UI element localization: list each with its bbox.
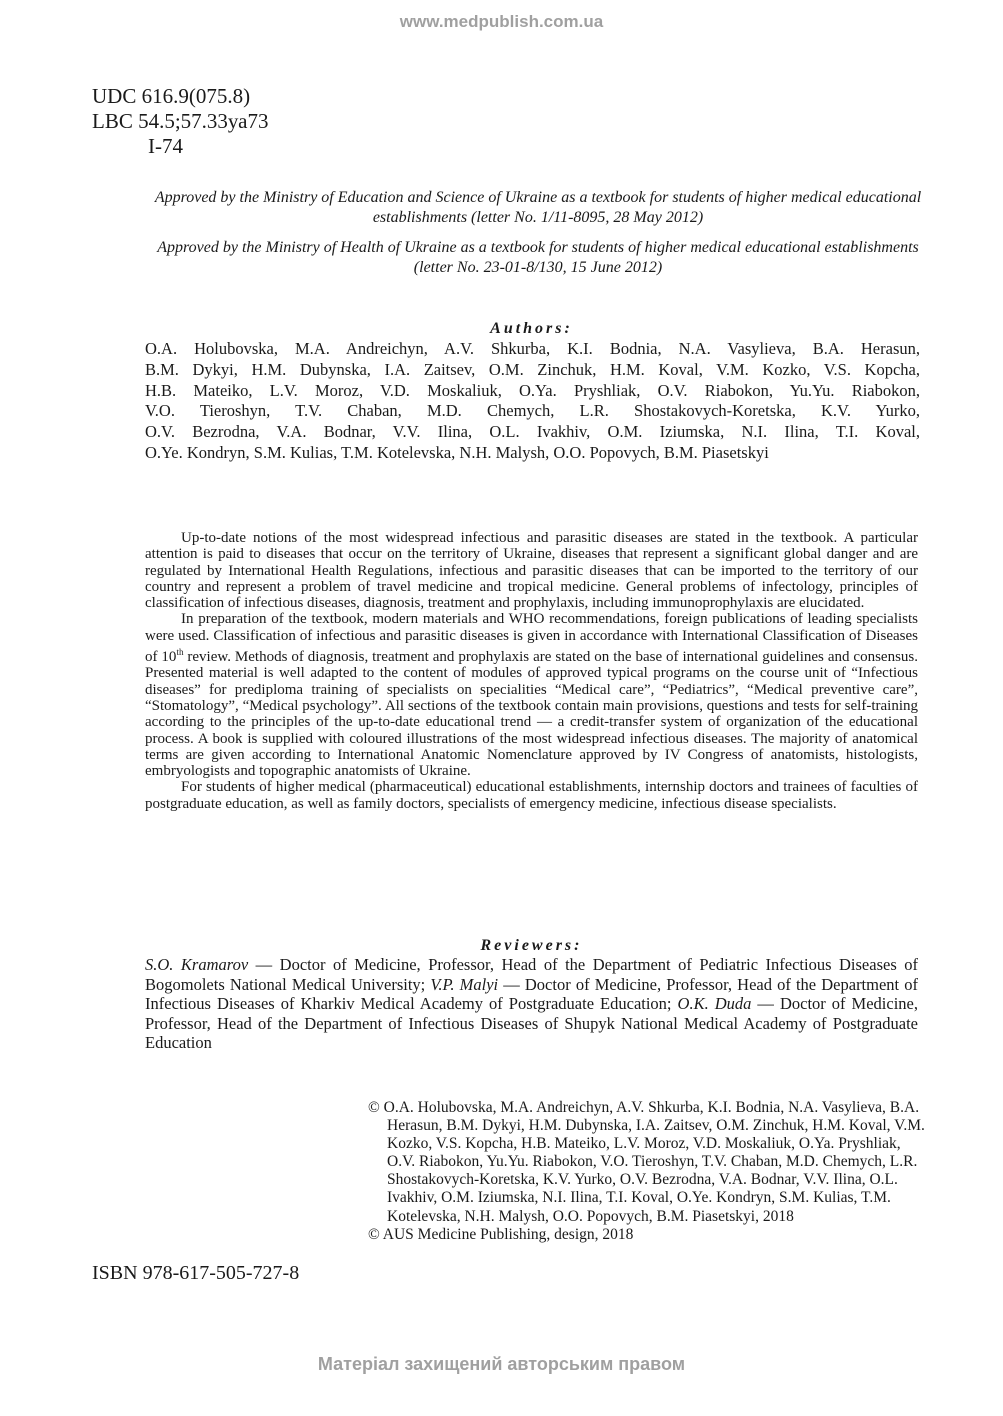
authors-list <box>145 339 920 464</box>
classification-codes <box>92 84 268 159</box>
reviewer-details: — Doctor of Medicine, Professor, Head of the Department of Infectious Diseases of Kharkiv Medical Academy of Postgraduate Education; <box>145 974 919 1014</box>
ordinal-suffix: th <box>176 647 184 658</box>
reviewer-name: O.K. Duda <box>677 994 752 1014</box>
reviewer-name: V.P. Malyi <box>430 974 499 994</box>
authors-line: O.A. Holubovska, M.A. Andreichyn, A.V. Shkurba, K.I. Bodnia, N.A. Vasylieva, B.A. Herasun, <box>145 339 920 358</box>
author-index: І-74 <box>148 134 183 158</box>
authors-heading: Authors: <box>490 320 573 337</box>
reviewer-name: S.O. Kramarov <box>145 955 249 974</box>
watermark-bottom: Матеріал захищений авторським правом <box>317 1354 686 1374</box>
lbc-code: LBC 54.5;57.33уа73 <box>92 109 269 133</box>
approval-moes: Approved by the Ministry of Education and Science of Ukraine as a textbook for students of higher medical educational establishments (letter No. 1/11-8095, 28 May 2012) <box>154 189 922 226</box>
reviewers-list <box>145 955 918 1053</box>
authors-line: O.V. Bezrodna, V.A. Bodnar, V.V. Ilina, O.L. Ivakhiv, O.M. Iziumska, N.I. Ilina, T.I. Koval, <box>145 422 920 442</box>
approvals <box>150 188 926 288</box>
abstract-text: In preparation of the textbook, modern materials and WHO recommendations, foreign publications of leading specialists were used. Classification of infectious and parasitic diseases is given in accordance with International Classification of Diseases of 10 <box>145 611 918 666</box>
reviewer-details: — Doctor of Medicine, Professor, Head of the Department of Pediatric Infectious Diseases of Bogomolets National Medical University; <box>145 955 919 994</box>
udc-code: UDC 616.9(075.8) <box>92 84 251 108</box>
authors-line: V.O. Tieroshyn, T.V. Chaban, M.D. Chemych, L.R. Shostakovych-Koretska, K.V. Yurko, <box>145 401 920 421</box>
reviewer-details: — Doctor of Medicine, Professor, Head of the Department of Infectious Diseases of Shupyk National Medical Academy of Postgraduate Education <box>145 994 918 1053</box>
isbn: ISBN 978-617-505-727-8 <box>92 1262 300 1284</box>
reviewers-heading: Reviewers: <box>480 937 583 954</box>
copyright-authors: © O.A. Holubovska, M.A. Andreichyn, A.V. Shkurba, K.I. Bodnia, N.A. Vasylieva, B.A. Herasun, B.M. Dykyi, H.M. Dubynska, I.A. Zaitsev, O.M. Zinchuk, H.M. Koval, V.M. Kozko, V.S. Kopcha, H.B. Mateiko, L.V. Moroz, V.D. Moskaliuk, O.Ya. Pryshliak, O.V. Riabokon, Yu.Yu. Riabokon, V.O. Tieroshyn, T.V. Chaban, M.D. Chemych, L.R. Shostakovych-Koretska, K.V. Yurko, O.V. Bezrodna, V.A. Bodnar, V.V. Ilina, O.L. Ivakhiv, O.M. Iziumska, N.I. Ilina, T.I. Koval, O.Ye. Kondryn, S.M. Kulias, T.M. Kotelevska, N.H. Malysh, O.O. Popovych, B.M. Piasetskyi, 2018 <box>368 1099 925 1225</box>
abstract-paragraph <box>145 611 918 779</box>
watermark-top: www.medpublish.com.ua <box>399 12 604 31</box>
abstract-paragraph: Up-to-date notions of the most widespread infectious and parasitic diseases are stated in the textbook. A particular attention is paid to diseases that occur on the territory of Ukraine, diseases that represent a significant global danger and are regulated by International Health Regulations, infectious and parasitic diseases that can be imported to the territory of our country and represent a problem of travel medicine and tropical medicine. General problems of infectology, principles of classification of infectious diseases, diagnosis, treatment and prophylaxis, including immunoprophylaxis are elucidated. <box>145 530 918 612</box>
abstract-text: review. Methods of diagnosis, treatment and prophylaxis are stated on the base of international guidelines and consensus. Presented material is well adapted to the content of modules of approved typical programs on the course unit of “Infectious diseases” for prediploma training of specialists on specialities “Medical care”, “Pediatrics”, “Medical preventive care”, “Stomatology”, “Medical psychology”. All sections of the textbook contain main provisions, questions and tests for self-training according to the principles of the up-to-date educational trend — a credit-transfer system of organization of the educational process. A book is supplied with coloured illustrations of the most widespread infectious diseases. The majority of anatomical terms are given according to International Anatomic Nomenclature approved by IV Congress of anatomists, histologists, embryologists and topographic anatomists of Ukraine. <box>145 649 918 780</box>
authors-line: B.M. Dykyi, H.M. Dubynska, I.A. Zaitsev, O.M. Zinchuk, H.M. Koval, V.M. Kozko, V.S. Kopcha, <box>145 359 920 379</box>
abstract <box>145 530 918 812</box>
authors-line: O.Ye. Kondryn, S.M. Kulias, T.M. Kotelevska, N.H. Malysh, O.O. Popovych, B.M. Piasetskyi <box>145 442 769 462</box>
authors-line: H.B. Mateiko, L.V. Moroz, V.D. Moskaliuk, O.Ya. Pryshliak, O.V. Riabokon, Yu.Yu. Riabokon, <box>145 380 920 400</box>
abstract-paragraph: For students of higher medical (pharmaceutical) educational establishments, internship doctors and trainees of faculties of postgraduate education, as well as family doctors, specialists of emergency medicine, infectious disease specialists. <box>145 779 918 812</box>
approval-moh: Approved by the Ministry of Health of Ukraine as a textbook for students of higher medical educational establishments (letter No. 23-01-8/130, 15 June 2012) <box>157 239 919 276</box>
copyright-publisher: © AUS Medicine Publishing, design, 2018 <box>368 1225 634 1243</box>
reviewers-paragraph <box>145 955 918 1053</box>
copyright-block <box>368 1099 928 1244</box>
